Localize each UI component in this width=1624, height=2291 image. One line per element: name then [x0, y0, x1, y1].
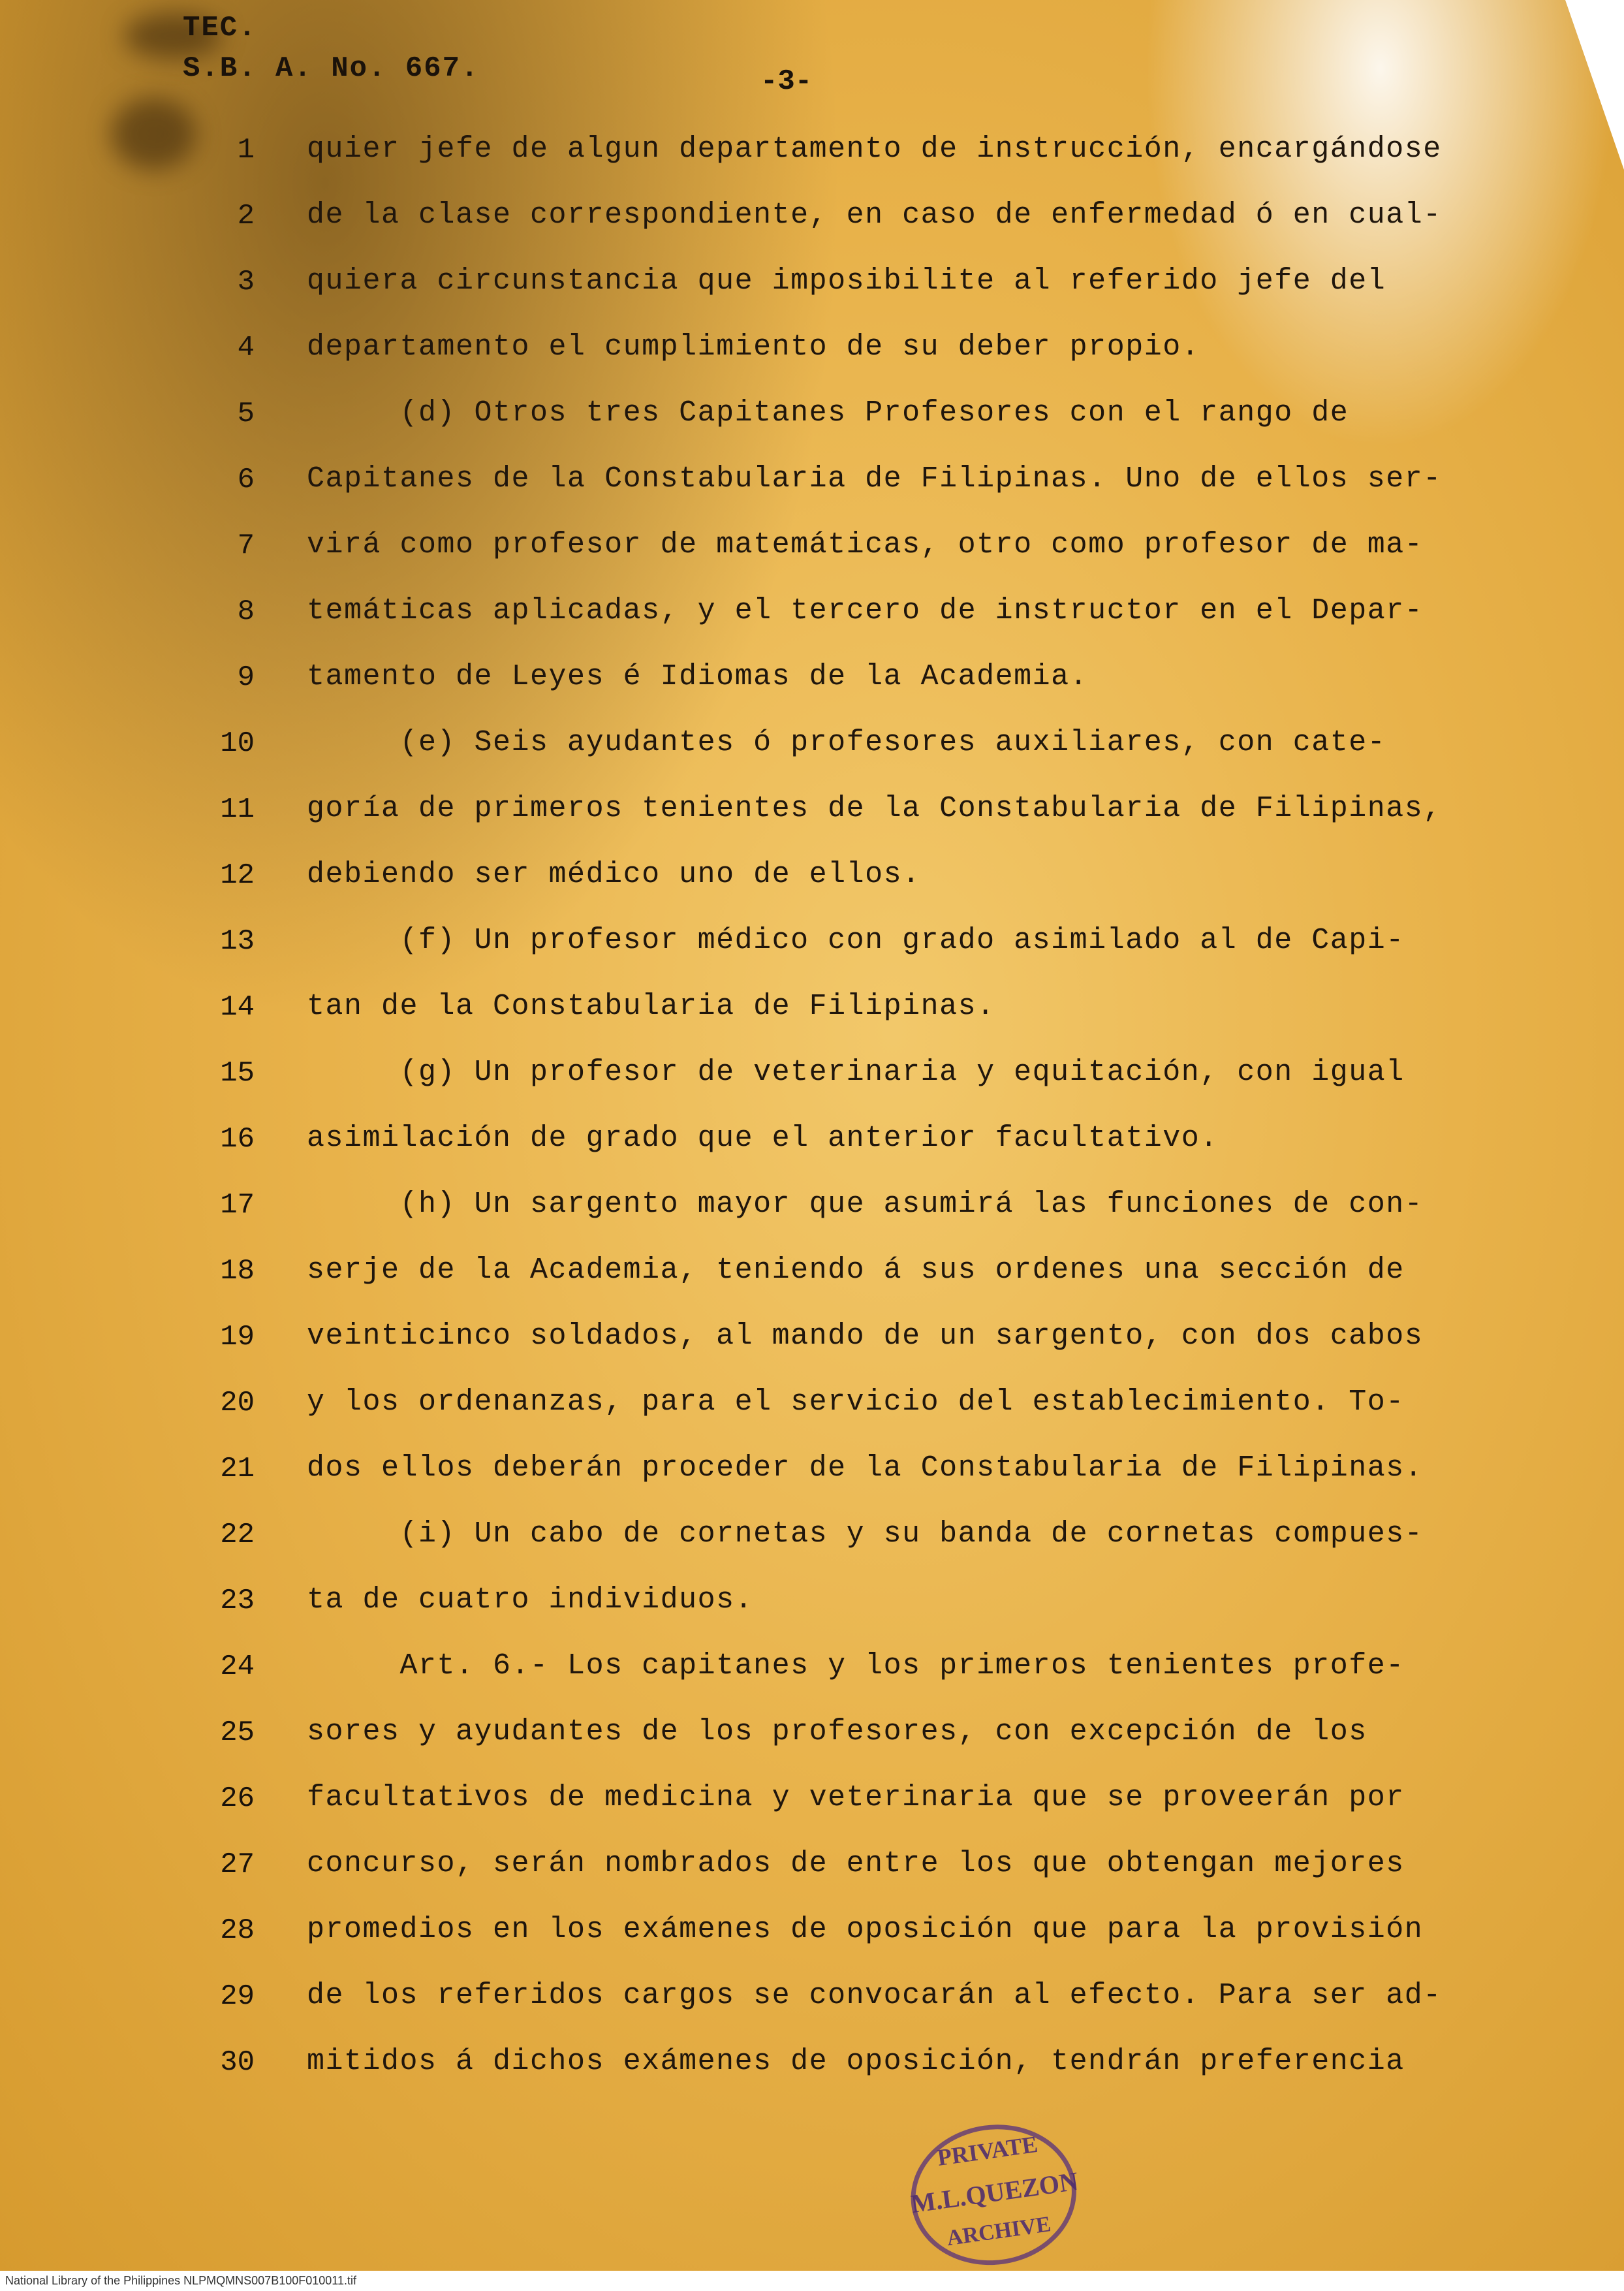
line-text: Capitanes de la Constabularia de Filipinas. Uno de ellos ser-: [307, 462, 1442, 496]
line-text: sores y ayudantes de los profesores, con excepción de los: [307, 1715, 1367, 1748]
line-text: quiera circunstancia que imposibilite al referido jefe del: [307, 264, 1386, 298]
line-text: dos ellos deberán proceder de la Constabularia de Filipinas.: [307, 1451, 1424, 1485]
line-number: 11: [220, 793, 255, 826]
text-line: [0, 1644, 1624, 1710]
line-text: (i) Un cabo de cornetas y su banda de cornetas compues-: [307, 1517, 1424, 1551]
line-text: goría de primeros tenientes de la Constabularia de Filipinas,: [307, 792, 1442, 825]
line-text: temáticas aplicadas, y el tercero de instructor en el Depar-: [307, 594, 1424, 627]
header-line-2: S.B. A. No. 667.: [183, 52, 480, 85]
line-number: 26: [220, 1782, 255, 1815]
line-text: serje de la Academia, teniendo á sus ordenes una sección de: [307, 1254, 1405, 1287]
line-text: tamento de Leyes é Idiomas de la Academia.: [307, 660, 1089, 693]
line-text: tan de la Constabularia de Filipinas.: [307, 990, 995, 1023]
page-number: -3-: [760, 65, 813, 98]
line-number: 12: [220, 859, 255, 892]
text-line: [0, 919, 1624, 985]
header-line-1: TEC.: [183, 12, 257, 44]
text-line: [0, 1578, 1624, 1644]
line-number: 8: [237, 595, 255, 628]
line-text: promedios en los exámenes de oposición que para la provisión: [307, 1913, 1424, 1946]
line-number: 17: [220, 1189, 255, 1222]
line-number: 24: [220, 1651, 255, 1683]
line-number: 1: [237, 134, 255, 166]
text-line: [0, 1710, 1624, 1776]
text-line: [0, 589, 1624, 655]
text-line: [0, 1248, 1624, 1314]
line-number: 14: [220, 991, 255, 1024]
text-line: [0, 1051, 1624, 1116]
line-text: asimilación de grado que el anterior facultativo.: [307, 1122, 1219, 1155]
line-number: 28: [220, 1914, 255, 1947]
text-line: [0, 325, 1624, 391]
text-line: [0, 1512, 1624, 1578]
archive-stamp: [902, 2115, 1083, 2273]
line-number: 27: [220, 1848, 255, 1881]
text-line: [0, 259, 1624, 325]
line-number: 3: [237, 266, 255, 298]
line-text: ta de cuatro individuos.: [307, 1583, 754, 1617]
line-text: (e) Seis ayudantes ó profesores auxiliares, con cate-: [307, 726, 1386, 759]
text-line: [0, 1314, 1624, 1380]
line-text: (f) Un profesor médico con grado asimilado al de Capi-: [307, 924, 1405, 957]
line-number: 5: [237, 398, 255, 430]
line-number: 23: [220, 1585, 255, 1617]
stamp-top-text: PRIVATE: [935, 2130, 1040, 2171]
line-number: 29: [220, 1980, 255, 2013]
line-number: 10: [220, 727, 255, 760]
line-number: 15: [220, 1057, 255, 1090]
text-line: [0, 1380, 1624, 1446]
text-line: [0, 193, 1624, 259]
line-text: de los referidos cargos se convocarán al efecto. Para ser ad-: [307, 1979, 1442, 2012]
text-line: [0, 1116, 1624, 1182]
text-line: [0, 127, 1624, 193]
text-line: [0, 1776, 1624, 1842]
stamp-bottom-text: ARCHIVE: [945, 2212, 1053, 2251]
line-number: 4: [237, 332, 255, 364]
text-line: [0, 1842, 1624, 1908]
line-number: 22: [220, 1519, 255, 1551]
line-text: veinticinco soldados, al mando de un sargento, con dos cabos: [307, 1319, 1424, 1353]
text-line: [0, 655, 1624, 721]
line-text: mitidos á dichos exámenes de oposición, tendrán preferencia: [307, 2045, 1405, 2078]
text-line: [0, 787, 1624, 853]
text-line: [0, 1908, 1624, 1974]
line-text: (d) Otros tres Capitanes Profesores con el rango de: [307, 396, 1349, 430]
text-line: [0, 2040, 1624, 2106]
line-text: facultativos de medicina y veterinaria que se proveerán por: [307, 1781, 1405, 1814]
text-line: [0, 1182, 1624, 1248]
text-line: [0, 457, 1624, 523]
line-text: Art. 6.- Los capitanes y los primeros tenientes profe-: [307, 1649, 1405, 1683]
text-line: [0, 1446, 1624, 1512]
line-text: (h) Un sargento mayor que asumirá las funciones de con-: [307, 1188, 1424, 1221]
line-number: 7: [237, 529, 255, 562]
line-number: 9: [237, 661, 255, 694]
line-number: 30: [220, 2046, 255, 2079]
text-line: [0, 721, 1624, 787]
line-text: de la clase correspondiente, en caso de enfermedad ó en cual-: [307, 198, 1442, 232]
line-number: 2: [237, 200, 255, 232]
line-number: 20: [220, 1387, 255, 1419]
line-text: virá como profesor de matemáticas, otro como profesor de ma-: [307, 528, 1424, 561]
text-line: [0, 1974, 1624, 2040]
line-number: 19: [220, 1321, 255, 1353]
archive-footer: National Library of the Philippines NLPMQMNS007B100F010011.tif: [0, 2271, 1624, 2291]
line-text: debiendo ser médico uno de ellos.: [307, 858, 921, 891]
line-number: 6: [237, 464, 255, 496]
text-line: [0, 985, 1624, 1051]
line-text: concurso, serán nombrados de entre los que obtengan mejores: [307, 1847, 1405, 1880]
line-text: y los ordenanzas, para el servicio del establecimiento. To-: [307, 1385, 1405, 1419]
text-line: [0, 523, 1624, 589]
line-text: quier jefe de algun departamento de instrucción, encargándose: [307, 133, 1442, 166]
stamp-middle-text: M.L.QUEZON: [909, 2166, 1080, 2219]
text-line: [0, 853, 1624, 919]
line-text: departamento el cumplimiento de su deber propio.: [307, 330, 1200, 364]
bill-header: [183, 8, 479, 89]
line-number: 13: [220, 925, 255, 958]
line-number: 16: [220, 1123, 255, 1156]
line-number: 18: [220, 1255, 255, 1288]
line-text: (g) Un profesor de veterinaria y equitación, con igual: [307, 1056, 1405, 1089]
line-number: 25: [220, 1716, 255, 1749]
line-number: 21: [220, 1453, 255, 1485]
text-line: [0, 391, 1624, 457]
